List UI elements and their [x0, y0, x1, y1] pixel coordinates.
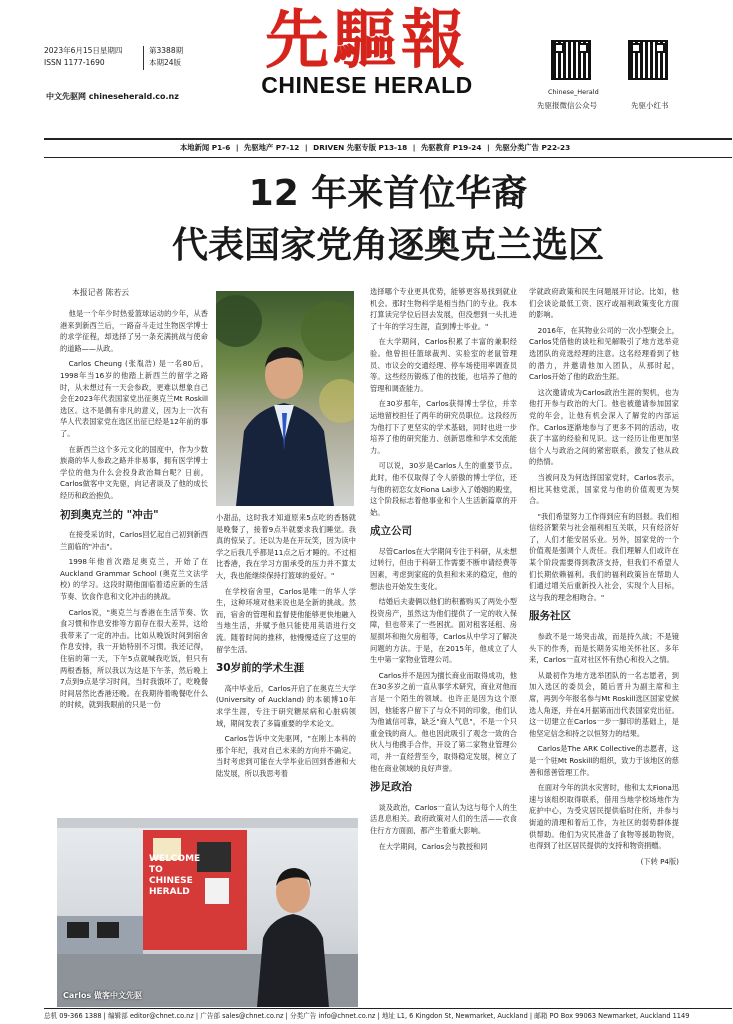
portrait-figure — [216, 291, 354, 506]
date-line: 2023年6月15日星期四 — [44, 46, 123, 55]
footer: 总机 09-366 1388 | 编辑部 editor@chnet.co.nz | 广告部 sales@chnet.co.nz | 分类广告 info@chnet.co.nz | 地址 L1, 6 Kingdon St, Newmarket, Auckland | 邮箱 PO Box 99063 Newmarket, Auckland 1149 — [44, 1012, 690, 1020]
office-scene — [57, 818, 358, 1007]
subhead-politics: 涉足政治 — [370, 781, 412, 794]
column-4: 学就政府政策和民生问题展开讨论。比如，他们会谈论最低工资、医疗或福利政策变化方面的影响。 2016年，在其物业公司的一次小型聚会上，Carlos凭借他的谈吐和见解吸引了地方选举竞选团队的竞选经理的注意。这名经理看到了他的潜力，并邀请他加入团队，从那时起，Carlos开始了他的政治生涯。 这次邀请成为Carlos政治生涯的契机，也为他打开参与政治的大门。他也被邀请参加国家党的年会，让他有机会深入了解党的内部运作。Carlos逐渐地参与了更多不同的活动，收获了丰富的经验和见识。这一经历让他更加坚信个人与政治之间的紧密联系，激发了他从政的热情。 当被问及为何选择国家党时，Carlos表示，相比其他党派，国家党与他的价值观更为契合。 "我们希望努力工作得到应有的回报。我们相信经济繁荣与社会福利相互关联，只有经济好了，人们才能安居乐业。另外，国家党的一个价值观是强调个人责任。我们理解人们或许在某个阶段需要得到教济支持，但我们不希望人们长期依赖福利。我们的福利政策旨在帮助人们通过增关后重新投入社会，实现个人目标，这与我的理念相吻合。" 服务社区 参政不是一场突击战，而是持久战；不是镜头下的作秀，而是长期务实地关怀社区。多年来，Carlos一直对社区怀有热心和投入之情。 从最初作为地方选举团队的一名志愿者，到加入选区的委员会，随后晋升为副主席和主席，再到今年报名参与Mt Roskill选区国家党候选人角逐，并在4月据第而出代表国家党出征。这一切建立在Carlos一步一脚印的基础上，是他坚定信念和持之以恒努力的结果。 Carlos是The ARK Collective的志愿者，这是一个驻Mt Roskill的组织，致力于该地区的慈善和慈善管理工作。 在面对今年的洪水灾害时，他和太太Fiona迅速与该组织取得联系，借用当地学校场地作为庇护中心，为受灾居民提供临时住所，并参与街道的清理和着后工作，为社区的弱势群体提供帮助。他们为灾民准备了食物等援助物资，也得到了社区居民提供的支持和物资捐赠。 (下转 P4版) — [529, 287, 679, 866]
issue-divider — [143, 46, 144, 70]
qr-wechat-label: 先驱报微信公众号 — [537, 101, 597, 110]
footer-classified[interactable]: 分类广告 info@chnet.co.nz — [289, 1012, 376, 1020]
footer-po: 邮箱 PO Box 99063 Newmarket, Auckland 1149 — [534, 1012, 690, 1020]
photo-caption: Carlos 做客中文先驱 — [63, 991, 142, 1000]
headline-line-1: 12 年来首位华裔 — [248, 173, 528, 214]
continued-note[interactable]: (下转 P4版) — [640, 856, 679, 866]
subhead-academic: 30岁前的学术生涯 — [216, 662, 305, 675]
website-line — [46, 91, 179, 102]
qr-code-xiaohongshu[interactable] — [628, 40, 668, 80]
headline-line-2: 代表国家党角逐奥克兰选区 — [171, 225, 604, 266]
section-local[interactable]: 本地新闻 P1-6 — [180, 143, 231, 152]
office-photo — [57, 818, 358, 1007]
footer-phone[interactable]: 总机 09-366 1388 — [44, 1012, 102, 1020]
footer-rule — [44, 1008, 732, 1009]
headline — [44, 168, 732, 272]
bar-rule — [44, 157, 732, 158]
column-3: 选择哪个专业更具优势，能够更容易找到就业机会。那时生物科学是相当热门的专业。我本打算读完学位后回去发展，但没想到一头扎进了十年的学习生涯，直到博士毕业。" 在大学期间，Carlos积累了丰富的兼职经验。他曾担任篮球裁判、实验室的老鼠管理员、市议会的交通经理、停车场使用率调查员等。这些经历锻炼了他的技能，也培养了他的管理和调查能力。 在30岁那年，Carlos获得博士学位，并幸运地留校担任了两年的研究员职位。这段经历为他打下了更坚实的学术基础，同时也进一步培养了他的研究能力、创新思维和学术交流能力。 可以说，30岁是Carlos人生的重要节点。此时，他不仅取得了令人骄傲的博士学位，还与他的初恋女友Fiona Lai步入了婚姻的殿堂，这个阶段标志着他事业和个人生活新篇章的开始。 成立公司 尽管Carlos在大学期间专注于科研，从未想过转行，但由于科研工作需要不断申请经费等因素，考虑到家庭的负担和未来的稳定，他的想法也开始发生变化。 结婚后夫妻俩以他们的积蓄购买了两处小型投资房产，虽然这为他们提供了一定的收入保障，但也带来了一些困扰。面对租客延租、房屋损坏和拖欠房租等，Carlos从中学习了解决问题的方法。于是，在2015年，他成立了人生中第一家物业管理公司。 Carlos并不是因为擅长商业而取得成功，他在30多岁之前一直从事学术研究，商业对他而言是一个陌生的领域。也许正是因为这个原因，他能客户留下了与众不同的印象，他们认为他诚信可靠，缺乏"商人气息"，不是一个只重金钱的商人。他也因此吸引了观念一致的合伙人与他携手合作，开设了第二家物业管理公司，并一直经营至今，取得稳定发展，树立了他在商业领域的良好声誉。 涉足政治 谈及政治，Carlos一直认为这与每个人的生活息息相关。政府政策对人们的生活——衣食住行方方面面，都产生着重大影响。 在大学期间，Carlos会与教授和同 — [370, 287, 517, 851]
sections-bar: 本地新闻 P1-6 | 先驱地产 P7-12 | DRIVEN 先驱专版 P13-18 | 先驱教育 P19-24 | 先驱分类广告 P22-23 — [180, 143, 571, 152]
masthead-info — [44, 45, 122, 69]
issn: ISSN 1177-1690 — [44, 58, 105, 67]
subhead-company: 成立公司 — [370, 525, 412, 538]
top-rule — [44, 138, 732, 140]
issue-number: 第3388期 — [149, 46, 184, 55]
qr-code-wechat[interactable] — [551, 40, 591, 80]
website-label: 中文先驱网 — [46, 92, 86, 101]
section-classified[interactable]: 先驱分类广告 P22-23 — [495, 143, 571, 152]
section-driven[interactable]: DRIVEN 先驱专版 P13-18 — [313, 143, 408, 152]
qr-wechat-brand: Chinese_Herald — [548, 88, 599, 96]
footer-editor[interactable]: 编辑部 editor@chnet.co.nz — [107, 1012, 194, 1020]
column-1: 他是一个年少时热爱篮球运动的少年，从香港来到新西兰后，一路奋斗走过生物医学博士的求学征程，却选择了另一条充满挑战与使命的道路——从政。 Carlos Cheung (张胤浩) 是一名80后，1998年当16岁的他踏上新西兰的留学之路时，从未想过有一天会参政，更难以想象自己会在2023年代表国家党出征奥克兰Mt Roskill选区。这不是偶有非凡的意义，因为上一次有华人代表国家党在选区出征已经是12年前的事了。 在新西兰这个多元文化的国度中，作为少数族裔的华人参政之路并非易事，拥有医学博士学位的他为什么会投身政治舞台呢？日前，Carlos做客中文先驱，向记者谈及了他的成长经历和政治抱负。 初到奥克兰的 "冲击" 在接受采访时，Carlos回忆起自己初到新西兰面临的"冲击"。 1998年他首次踏足奥克兰，开始了在Auckland Grammar School (奥克兰文法学校) 的学习。这段时期他面临着适应新的生活节奏、饮食作息和文化冲击的挑战。 Carlos说，"奥克兰与香港在生活节奏、饮食习惯和作息安排等方面存在很大差异，这给我带来了一定的冲击。比如从晚饭时间到宿舍作息安排，我一开始特别不习惯。我还记得，住宿的第一天，下午5点就喊我吃饭，但只有两根香肠，所以我以为这是下午茶，然后晚上7点到9点是学习时间，当时我饿坏了，吃晚餐时间居然比香港还晚。在我期待着晚餐吃什么的时候，就到我眼前的只是一份 — [60, 309, 208, 710]
issue-info — [149, 45, 183, 69]
byline: 本报记者 陈若云 — [72, 288, 130, 297]
subhead-community: 服务社区 — [529, 610, 571, 623]
footer-ads[interactable]: 广告部 sales@chnet.co.nz — [200, 1012, 284, 1020]
subhead-arrival: 初到奥克兰的 "冲击" — [60, 508, 159, 521]
logo-cn: 先驅報 — [265, 3, 469, 78]
section-property[interactable]: 先驱地产 P7-12 — [244, 143, 300, 152]
footer-address: 地址 L1, 6 Kingdon St, Newmarket, Auckland — [381, 1012, 528, 1020]
portrait-photo — [216, 291, 354, 506]
logo-en: CHINESE HERALD — [261, 72, 473, 98]
website-url[interactable]: chineseherald.co.nz — [88, 92, 179, 101]
column-2: 小甜品，这时我才知道原来5点吃的香肠就是晚餐了，接着9点半就要求我们睡觉。我真的惊呆了。还以为是在开玩笑，因为读中学之后我几乎都是11点之后才睡的。不过相比香港，我在学习方面承受的压力并不算太大，我也能继续保持打篮球的爱好。" 在学校宿舍里，Carlos是唯一的华人学生，这种环境对他来说也是全新的挑战。然而，宿舍的管理和监督使他能够更快地融入当地生活，并赋予他只能使用英语进行交流。随着时间的推移，他慢慢适应了这里的留学生活。 30岁前的学术生涯 高中毕业后，Carlos开启了在奥克兰大学 (University of Auckland) 的本硕博10年求学生涯，专注于研究糖尿病和心脏病领域，期间发表了多篇重要的学术论文。 Carlos告诉中文先驱网，"在刚上本科的那个年纪，我对自己未来的方向并不确定。当时考虑到可能在大学毕业后回到香港和大陆发展，所以我思考着 — [216, 513, 356, 778]
qr-xiaohongshu-label: 先驱小红书 — [631, 101, 669, 110]
issue-volume: 本期24版 — [149, 58, 182, 67]
welcome-banner-text: WELCOME TO CHINESE HERALD — [149, 854, 201, 897]
section-education[interactable]: 先驱教育 P19-24 — [421, 143, 482, 152]
